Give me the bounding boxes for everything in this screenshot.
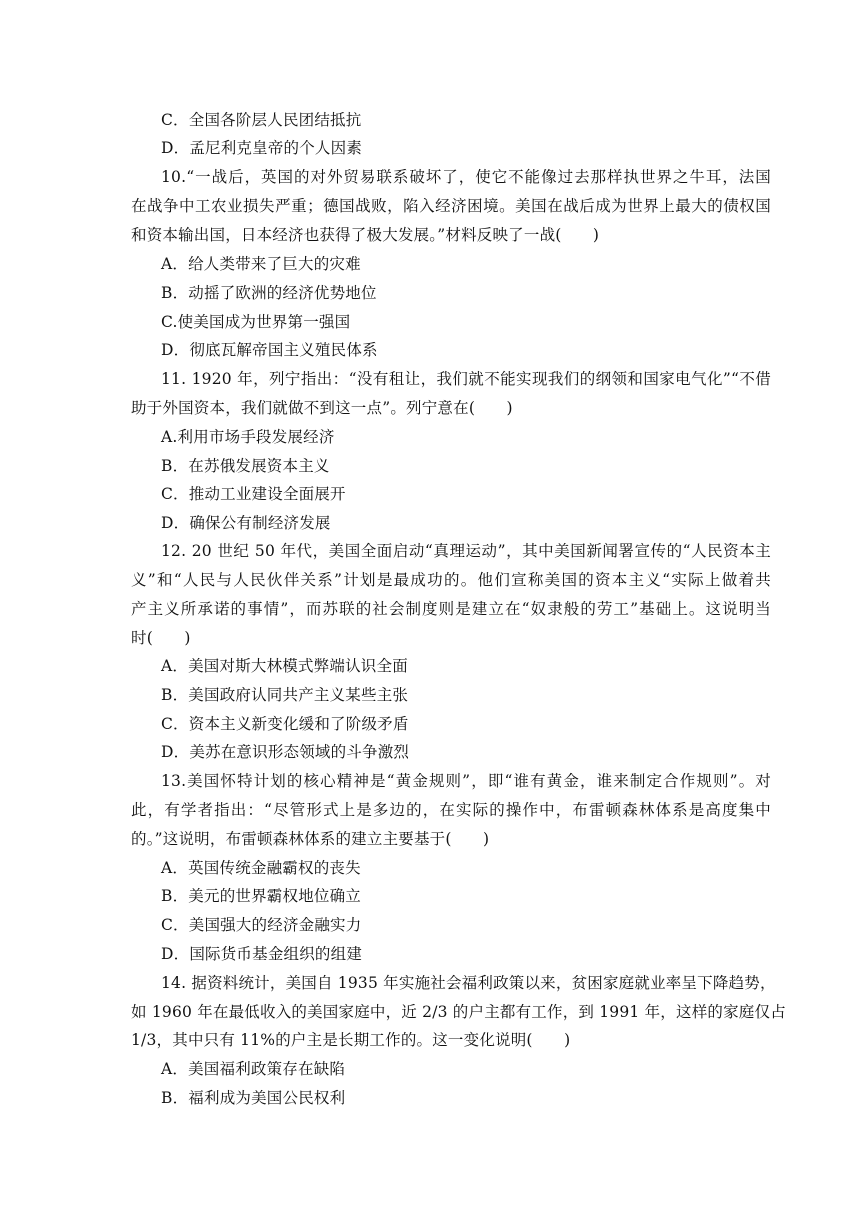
option-c-q11: C．推动工业建设全面展开 (161, 485, 346, 503)
question-13-line-1: 13.美国怀特计划的核心精神是“黄金规则”，即“谁有黄金，谁来制定合作规则”。对 (161, 772, 771, 790)
question-12-line-2: 义”和“人民与人民伙伴关系”计划是最成功的。他们宣称美国的资本主义“实际上做着共 (131, 571, 771, 589)
question-12-line-3: 产主义所承诺的事情”，而苏联的社会制度则是建立在“奴隶般的劳工”基础上。这说明当 (131, 600, 771, 618)
option-a-q12: A．美国对斯大林模式弊端认识全面 (161, 657, 408, 675)
option-d-q12: D．美苏在意识形态领域的斗争激烈 (161, 743, 410, 761)
option-b-q11: B．在苏俄发展资本主义 (161, 457, 330, 475)
option-a-q11: A.利用市场手段发展经济 (161, 428, 335, 446)
option-c-q9: C．全国各阶层人民团结抵抗 (161, 111, 362, 129)
option-a-q10: A．给人类带来了巨大的灾难 (161, 255, 361, 273)
question-14-line-1: 14. 据资料统计，美国自 1935 年实施社会福利政策以来，贫困家庭就业率呈下降趋势， (161, 974, 776, 992)
question-13-line-3: 的。”这说明，布雷顿森林体系的建立主要基于( ) (131, 830, 490, 848)
question-12-line-4: 时( ) (131, 629, 191, 647)
question-12-line-1: 12. 20 世纪 50 年代，美国全面启动“真理运动”，其中美国新闻署宣传的“人民资本主 (161, 542, 771, 560)
question-14-line-2: 如 1960 年在最低收入的美国家庭中，近 2/3 的户主都有工作，到 1991 年，这样的家庭仅占 (131, 1003, 786, 1021)
option-c-q12: C．资本主义新变化缓和了阶级矛盾 (161, 715, 409, 733)
question-10-line-1: 10.“一战后，英国的对外贸易联系破坏了，使它不能像过去那样执世界之牛耳，法国 (161, 168, 771, 186)
option-b-q10: B．动摇了欧洲的经济优势地位 (161, 284, 377, 302)
option-b-q12: B．美国政府认同共产主义某些主张 (161, 686, 409, 704)
option-a-q14: A．美国福利政策存在缺陷 (161, 1060, 346, 1078)
option-c-q13: C．美国强大的经济金融实力 (161, 916, 362, 934)
option-b-q14: B．福利成为美国公民权利 (161, 1089, 346, 1107)
question-14-line-3: 1/3，其中只有 11%的户主是长期工作的。这一变化说明( ) (131, 1031, 571, 1049)
option-d-q9: D．孟尼利克皇帝的个人因素 (161, 139, 363, 157)
option-c-q10: C.使美国成为世界第一强国 (161, 313, 351, 331)
option-a-q13: A．英国传统金融霸权的丧失 (161, 859, 361, 877)
option-d-q13: D．国际货币基金组织的组建 (161, 945, 363, 963)
question-11-line-1: 11. 1920 年，列宁指出：“没有租让，我们就不能实现我们的纲领和国家电气化”“不借 (161, 370, 771, 388)
question-10-line-2: 在战争中工农业损失严重；德国战败，陷入经济困境。美国在战后成为世界上最大的债权国 (131, 197, 771, 215)
question-11-line-2: 助于外国资本，我们就做不到这一点”。列宁意在( ) (131, 399, 513, 417)
option-d-q10: D．彻底瓦解帝国主义殖民体系 (161, 341, 378, 359)
question-13-line-2: 此，有学者指出：“尽管形式上是多边的，在实际的操作中，布雷顿森林体系是高度集中 (131, 801, 771, 819)
question-10-line-3: 和资本输出国，日本经济也获得了极大发展。”材料反映了一战( ) (131, 226, 600, 244)
option-d-q11: D．确保公有制经济发展 (161, 514, 331, 532)
option-b-q13: B．美元的世界霸权地位确立 (161, 887, 361, 905)
